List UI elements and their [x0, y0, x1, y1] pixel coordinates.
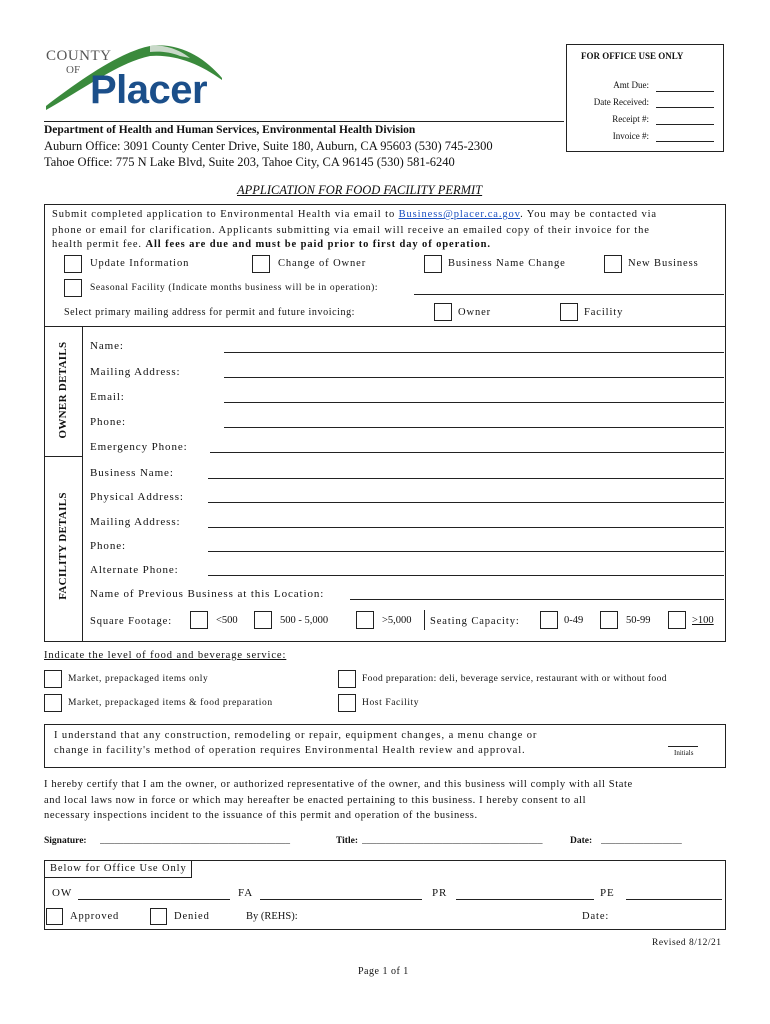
facility-phone-label: Phone: [90, 540, 126, 552]
certify-line-3: necessary inspections incident to the issuance of this permit and operation of the business. [44, 810, 478, 821]
mailing-owner-checkbox[interactable] [434, 303, 452, 321]
intro-divider [44, 326, 726, 327]
header-rule [44, 121, 564, 122]
pr-field[interactable] [456, 899, 594, 900]
seating-50-99-label: 50-99 [626, 615, 651, 626]
denied-checkbox[interactable] [150, 908, 167, 925]
mailing-owner-label: Owner [458, 307, 492, 318]
alternate-phone-label: Alternate Phone: [90, 564, 179, 576]
facility-mailing-address-field[interactable] [208, 527, 724, 528]
previous-business-field[interactable] [350, 599, 724, 600]
sqft-500-5000-label: 500 - 5,000 [280, 615, 329, 626]
office-amt-due-line[interactable] [656, 91, 714, 92]
title-label: Title: [336, 836, 358, 846]
owner-details-side-label: OWNER DETAILS [57, 341, 69, 439]
date-field[interactable]: _________________ [601, 836, 682, 846]
owner-mailing-address-label: Mailing Address: [90, 366, 181, 378]
sqft-over-5000-checkbox[interactable] [356, 611, 374, 629]
office-receipt-line[interactable] [656, 124, 714, 125]
previous-business-label: Name of Previous Business at this Location: [90, 588, 325, 600]
host-facility-label: Host Facility [362, 698, 420, 708]
physical-address-label: Physical Address: [90, 491, 184, 503]
email-link[interactable]: Business@placer.ca.gov [398, 209, 521, 220]
seasonal-facility-checkbox[interactable] [64, 279, 82, 297]
mailing-facility-checkbox[interactable] [560, 303, 578, 321]
new-business-checkbox[interactable] [604, 255, 622, 273]
mailing-preference-label: Select primary mailing address for permit and future invoicing: [64, 307, 356, 318]
owner-phone-label: Phone: [90, 416, 126, 428]
business-name-change-checkbox[interactable] [424, 255, 442, 273]
office-box-title: FOR OFFICE USE ONLY [581, 51, 684, 61]
update-information-checkbox[interactable] [64, 255, 82, 273]
food-preparation-label: Food preparation: deli, beverage service, restaurant with or without food [362, 674, 667, 684]
change-of-owner-label: Change of Owner [278, 258, 367, 269]
owner-emergency-phone-field[interactable] [210, 452, 724, 453]
market-prepackaged-checkbox[interactable] [44, 670, 62, 688]
office-invoice: Invoice #: [612, 131, 649, 141]
alternate-phone-field[interactable] [208, 575, 724, 576]
market-food-prep-label: Market, prepackaged items & food preparation [68, 698, 273, 708]
seating-over-100-checkbox[interactable] [668, 611, 686, 629]
seating-0-49-label: 0-49 [564, 615, 584, 626]
sqft-500-5000-checkbox[interactable] [254, 611, 272, 629]
acknowledgement-line-2: change in facility's method of operation requires Environmental Health review and approval. [54, 745, 526, 756]
office-invoice-line[interactable] [656, 141, 714, 142]
by-rehs-label: By (REHS): [246, 911, 298, 922]
ow-field[interactable] [78, 899, 230, 900]
new-business-label: New Business [628, 258, 699, 269]
food-preparation-checkbox[interactable] [338, 670, 356, 688]
side-label-divider [82, 326, 83, 642]
owner-name-field[interactable] [224, 352, 724, 353]
form-title: APPLICATION FOR FOOD FACILITY PERMIT [237, 183, 483, 197]
logo-placer-text: Placer [90, 68, 208, 112]
auburn-office: Auburn Office: 3091 County Center Drive, Suite 180, Auburn, CA 95603 (530) 745-2300 [44, 139, 493, 153]
office-use-box [566, 44, 724, 152]
business-name-change-label: Business Name Change [448, 258, 566, 269]
sqft-under-500-label: <500 [216, 615, 238, 626]
initials-label: Initials [674, 749, 694, 757]
business-name-label: Business Name: [90, 467, 174, 479]
market-prepackaged-label: Market, prepackaged items only [68, 674, 209, 684]
initials-field[interactable] [668, 746, 698, 747]
logo-of-text: OF [66, 64, 81, 76]
facility-phone-field[interactable] [208, 551, 724, 552]
date-label: Date: [570, 836, 593, 846]
certify-line-2: and local laws now in force or which may hereafter be enacted pertaining to this business. I hereby consent to all [44, 795, 587, 806]
intro-line-3: health permit fee. All fees are due and must be paid prior to first day of operation. [52, 239, 491, 250]
county-logo [40, 40, 230, 115]
revised-date: Revised 8/12/21 [652, 938, 722, 948]
approved-label: Approved [70, 911, 120, 922]
main-form-box [44, 204, 726, 642]
department-name: Department of Health and Human Services, Environmental Health Division [44, 124, 416, 136]
office-use-title: Below for Office Use Only [50, 863, 187, 874]
fa-field[interactable] [260, 899, 422, 900]
sqft-over-5000-label: >5,000 [382, 615, 412, 626]
intro-line-2: phone or email for clarification. Applicants submitting via email will receive an emailed copy of their invoice for the [52, 225, 650, 236]
tahoe-office: Tahoe Office: 775 N Lake Blvd, Suite 203, Tahoe City, CA 96145 (530) 581-6240 [44, 155, 455, 169]
title-field[interactable]: ______________________________________ [362, 836, 543, 846]
office-date-line[interactable] [656, 107, 714, 108]
intro-line-1: Submit completed application to Environmental Health via email to Business@placer.ca.gov. You may be contacted via [52, 209, 657, 220]
market-food-prep-checkbox[interactable] [44, 694, 62, 712]
business-name-field[interactable] [208, 478, 724, 479]
section-divider [44, 456, 82, 457]
seating-capacity-label: Seating Capacity: [430, 616, 520, 627]
pr-label: PR [432, 887, 448, 899]
certify-line-1: I hereby certify that I am the owner, or authorized representative of the owner, and this business will comply with all State [44, 779, 633, 790]
office-date-received: Date Received: [593, 97, 649, 107]
owner-phone-field[interactable] [224, 427, 724, 428]
facility-mailing-address-label: Mailing Address: [90, 516, 181, 528]
mailing-facility-label: Facility [584, 307, 624, 318]
square-footage-label: Square Footage: [90, 616, 173, 627]
seasonal-months-field[interactable] [414, 294, 724, 295]
pe-field[interactable] [626, 899, 722, 900]
office-date-label: Date: [582, 911, 610, 922]
seating-over-100-label: >100 [692, 615, 714, 626]
change-of-owner-checkbox[interactable] [252, 255, 270, 273]
logo-county-text: COUNTY [46, 48, 112, 64]
pe-label: PE [600, 887, 615, 899]
owner-email-field[interactable] [224, 402, 724, 403]
acknowledgement-line-1: I understand that any construction, remodeling or repair, equipment changes, a menu change or [54, 730, 538, 741]
owner-emergency-phone-label: Emergency Phone: [90, 441, 188, 453]
service-level-heading: Indicate the level of food and beverage service: [44, 650, 287, 661]
sqft-under-500-checkbox[interactable] [190, 611, 208, 629]
approved-checkbox[interactable] [46, 908, 63, 925]
office-amt-due: Amt Due: [613, 80, 649, 90]
facility-details-side-label: FACILITY DETAILS [57, 492, 69, 600]
host-facility-checkbox[interactable] [338, 694, 356, 712]
fa-label: FA [238, 887, 254, 899]
update-information-label: Update Information [90, 258, 190, 269]
ow-label: OW [52, 887, 73, 899]
office-receipt: Receipt #: [612, 114, 649, 124]
footage-seating-divider [424, 610, 425, 630]
owner-mailing-address-field[interactable] [224, 377, 724, 378]
signature-field[interactable]: ________________________________________ [100, 836, 290, 846]
seasonal-facility-label: Seasonal Facility (Indicate months business will be in operation): [90, 283, 379, 293]
signature-label: Signature: [44, 836, 87, 846]
denied-label: Denied [174, 911, 210, 922]
owner-email-label: Email: [90, 391, 125, 403]
owner-name-label: Name: [90, 340, 124, 352]
seating-50-99-checkbox[interactable] [600, 611, 618, 629]
physical-address-field[interactable] [208, 502, 724, 503]
page-number: Page 1 of 1 [358, 966, 409, 977]
seating-0-49-checkbox[interactable] [540, 611, 558, 629]
